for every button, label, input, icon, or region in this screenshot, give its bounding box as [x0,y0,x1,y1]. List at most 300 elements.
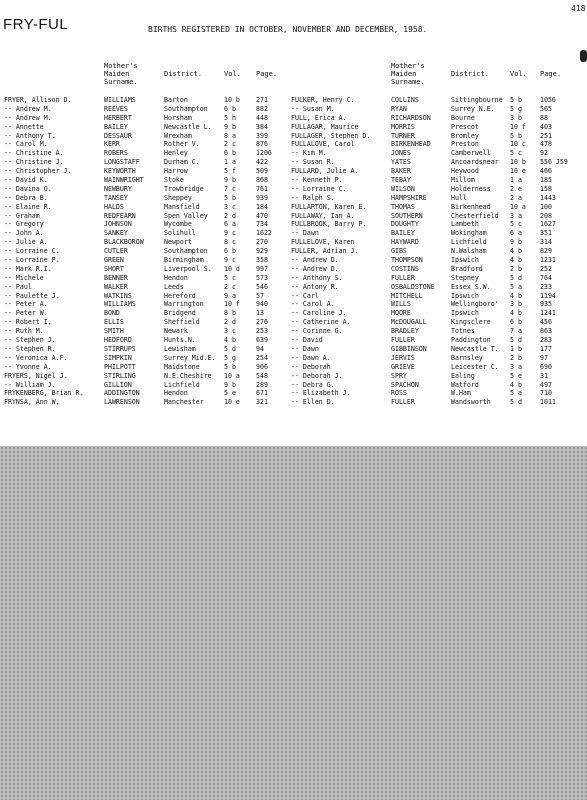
mother-maiden-name: SPACHON [391,380,419,389]
volume: 5 g [224,353,236,362]
district: Lewisham [164,344,196,353]
child-name: -- Julie A. [4,238,48,247]
mother-maiden-name: BENNER [104,273,128,282]
page-ref: 671 [256,389,268,398]
volume: 4 b [224,336,236,345]
child-name: FULL, Erica A. [291,113,347,122]
volume: 3 b [510,300,522,309]
mother-maiden-name: OSBALDSTONE [391,282,435,291]
child-name: -- Elizabeth J. [291,389,351,398]
child-name: FULLER, Adrian J. [291,247,359,256]
register-entry [291,220,587,229]
page-ref: 94 [256,344,264,353]
district: Sheffield [164,318,200,327]
register-entry [4,185,288,194]
register-entry [291,167,587,176]
volume: 6 b [224,149,236,158]
child-name: FULLAGAR, Maurice [291,122,359,131]
child-name: -- Stephen J. [4,336,56,345]
district: Wandsworth [451,398,491,407]
page-ref: 573 [256,273,268,282]
register-entry [291,132,587,141]
page-ref: 1194 [540,291,556,300]
volume: 3 a [510,211,522,220]
volume: 7 c [224,184,236,193]
mother-maiden-name: LONGSTAFF [104,158,140,167]
child-name: FULLARTON, Karen E. [291,202,367,211]
mother-maiden-name: STIRRUPS [104,344,136,353]
district: Stoke [164,176,184,185]
mother-maiden-name: DOUGHTY [391,220,419,229]
child-name: -- Lorraine P. [4,256,60,265]
volume: 5 b [510,96,522,104]
volume: 10 b [224,96,240,104]
register-entry [291,309,587,318]
child-name: -- David [291,336,323,345]
mother-maiden-name: HAYWARD [391,238,419,247]
mother-maiden-name: WILLIAMS [104,300,136,309]
volume: 8 b [224,309,236,318]
volume: 4 b [510,380,522,389]
district: Newcastle L. [164,122,212,131]
page-ref: 57 [256,291,264,300]
district: Henley [164,149,188,158]
volume: 3 c [224,202,236,211]
register-entry [4,212,288,221]
child-name: -- Christopher J. [4,167,72,176]
volume: 5 d [510,336,522,345]
page-ref: 158 [540,184,552,193]
volume: 4 b [510,291,522,300]
left-column-header [4,56,288,100]
page-ref: 997 [256,264,268,273]
register-entry [291,229,587,238]
volume: 5 a [510,389,522,398]
register-entry [4,247,288,256]
child-name: -- John A. [4,229,44,238]
mother-maiden-name: WALKER [104,282,128,291]
page-ref: 690 [540,362,552,371]
child-name: -- Deborah J. [291,371,343,380]
child-name: -- Carol M. [4,140,48,149]
district: Ealing [451,371,475,380]
district: Leicester C. [451,362,499,371]
child-name: -- Veronica A.F. [4,353,68,362]
mother-maiden-name: TANSEY [104,193,128,202]
mother-maiden-name: MITCHELL [391,291,423,300]
volume: 4 b [510,256,522,265]
child-name: FRYER, Allison D. [4,96,72,104]
mother-maiden-name: LAWRENSON [104,398,140,407]
child-name: -- Annette [4,122,44,131]
register-entry [291,354,587,363]
volume: 3 b [510,113,522,122]
page-ref: 185 [540,176,552,185]
page-ref: 456 [540,318,552,327]
volume: 10 f [224,300,240,309]
volume: 6 a [224,220,236,229]
child-name: -- Paulette J. [4,291,60,300]
mother-maiden-name: PHILPOTT [104,362,136,371]
page-ref: 509 [256,167,268,176]
district: Lambeth [451,220,479,229]
page-header: Page. [256,70,278,78]
district: Stepney [451,273,479,282]
mother-maiden-name: DESSAUR [104,131,132,140]
mother-maiden-name: BOND [104,309,120,318]
register-entry [4,327,288,336]
volume: 6 b [510,318,522,327]
district: Prescot [451,122,479,131]
mother-maiden-name: WILLIAMS [104,96,136,104]
register-entry [291,398,587,407]
mother-maiden-name: CUTLER [104,247,128,256]
mother-maiden-name: SHORT [104,264,124,273]
mother-maiden-name: SANKEY [104,229,128,238]
page-ref: 399 [256,131,268,140]
district: Solihull [164,229,196,238]
mother-maiden-name: ELLIS [104,318,124,327]
child-name: FULLAWAY, Ian A. [291,211,355,220]
child-name: -- Susan R. [291,158,335,167]
district: Bourne [451,113,475,122]
mother-maiden-name: REDFEARN [104,211,136,220]
register-entry [4,336,288,345]
page-ref: 546 [256,282,268,291]
register-entry [4,229,288,238]
register-entry [291,247,587,256]
page-ref: 639 [256,336,268,345]
page-ref: 764 [540,273,552,282]
child-name: -- Stephen R. [4,344,56,353]
district: Kingsclere [451,318,491,327]
page-ref: 270 [256,238,268,247]
child-name: -- Ruth M. [4,327,44,336]
child-name: -- Anthony S. [291,273,343,282]
volume: 8 c [224,238,236,247]
page-ref: 906 [256,362,268,371]
child-name: -- Ralph S. [291,193,335,202]
district: Sheppey [164,193,192,202]
volume: 5 e [224,389,236,398]
district: Paddington [451,336,491,345]
district: Manchester [164,398,204,407]
page-ref: 351 [540,229,552,238]
page-ref: 1241 [540,309,556,318]
register-entry [4,167,288,176]
register-entry [291,336,587,345]
page-header: Page. [540,70,562,78]
volume: 5 d [224,344,236,353]
mother-maiden-name: FULLER [391,273,415,282]
mother-maiden-name: SPRY [391,371,407,380]
register-entry [4,158,288,167]
volume: 10 e [510,167,526,176]
mother-maiden-name: HALDS [104,202,124,211]
mother-maiden-name: REEVES [104,104,128,113]
child-name: FULLELOVE, Karen [291,238,355,247]
volume: 5 a [510,282,522,291]
register-entry [291,194,587,203]
mother-maiden-name: BAILEY [104,122,128,131]
child-name: -- Michele [4,273,44,282]
child-name: -- Robert I. [4,318,52,327]
register-entry [4,309,288,318]
mother-maiden-name: WATKINS [104,291,132,300]
register-entry [4,220,288,229]
volume: 2 a [510,193,522,202]
mother-maiden-name: MORRIS [391,122,415,131]
page-ref: 882 [256,104,268,113]
child-name: -- Andrew D. [291,256,339,265]
district: Mansfield [164,202,200,211]
child-name: -- Peter W. [4,309,48,318]
district: Trowbridge [164,184,204,193]
volume: 10 a [510,202,526,211]
register-entry [291,238,587,247]
district: Horsham [164,113,192,122]
child-name: -- William J. [4,380,56,389]
page-ref: 497 [540,380,552,389]
register-entry [291,256,587,265]
mother-maiden-name: GRIEVE [391,362,415,371]
district: Barton [164,96,188,104]
child-name: FRYERS, Nigel J. [4,371,68,380]
district: Southampton [164,247,208,256]
page-ref: 710 [540,389,552,398]
page-ref: 289 [256,380,268,389]
page-ref: 233 [540,282,552,291]
mother-maiden-name: KERR [104,140,120,149]
page-ref: 271 [256,96,268,104]
district: Sittingbourne [451,96,503,104]
volume: 10 e [224,398,240,407]
volume: 5 b [510,131,522,140]
page-ref: 1443 [540,193,556,202]
mother-maiden-name: COLLINS [391,96,419,104]
district: Totnes [451,327,475,336]
left-entries [4,96,288,407]
volume: 10 c [510,140,526,149]
mother-maiden-name: WAINWRIGHT [104,176,144,185]
district: W.Ham [451,389,471,398]
mother-maiden-name: GREEN [104,256,124,265]
register-entry [4,194,288,203]
volume: 5 b [224,193,236,202]
mother-maiden-name: BIRKENHEAD [391,140,431,149]
register-entry [291,372,587,381]
page-ref: 548 [256,371,268,380]
district: Watford [451,380,479,389]
district: Ipswich [451,309,479,318]
mother-maiden-name: JOHNSON [104,220,132,229]
district: Hereford [164,291,196,300]
page-ref: 935 [540,300,552,309]
district: Barnsley [451,353,483,362]
child-name: -- Kim M. [291,149,327,158]
volume: 9 c [224,256,236,265]
page-ref: 556 J59 [540,158,568,167]
page-ref: 1622 [256,229,272,238]
child-name: FRYNSA, Ann W. [4,398,60,407]
mother-maiden-name: ADDINGTON [104,389,140,398]
volume: 4 b [510,247,522,256]
child-name: FRYKENBERG, Brian R. [4,389,84,398]
page-ref: 100 [540,202,552,211]
child-name: -- Debra G. [291,380,335,389]
register-entry [291,363,587,372]
volume: 10 f [510,122,526,131]
page-ref: 314 [540,238,552,247]
page-ref: 466 [540,167,552,176]
page-ref: 384 [256,122,268,131]
register-entry [291,105,587,114]
page-ref: 184 [256,202,268,211]
district: Rother V. [164,140,200,149]
register-entry [291,300,587,309]
child-name: -- Andrew D. [291,264,339,273]
child-name: -- Elaine R. [4,202,52,211]
register-entry [291,389,587,398]
mother-maiden-name: THOMAS [391,202,415,211]
mother-maiden-name: SMITH [104,327,124,336]
page-range-title: FRY-FUL [3,16,69,33]
district: Surrey N.E. [451,104,495,113]
child-name: -- Carl [291,291,319,300]
mother-maiden-name: BLACKBOROW [104,238,144,247]
page-ref: 177 [540,344,552,353]
volume: 5 c [510,220,522,229]
district: Bradford [451,264,483,273]
child-name: -- David K. [4,176,48,185]
register-entry [4,203,288,212]
page-ref: 1056 [540,96,556,104]
district: Bridgend [164,309,196,318]
volume: 9 b [224,176,236,185]
volume: 10 b [510,158,526,167]
page-ref: 565 [540,104,552,113]
page-ref: 1627 [540,220,556,229]
child-name: -- Antony R. [291,282,339,291]
district: Newark [164,327,188,336]
district: Wokingham [451,229,487,238]
district: Lichfield [164,380,200,389]
register-entry [291,149,587,158]
volume: 2 b [510,353,522,362]
volume: 3 a [510,362,522,371]
volume: 5 c [510,149,522,158]
child-name: -- Peter A. [4,300,48,309]
register-entry [4,292,288,301]
district: Hull [451,193,467,202]
volume: 7 a [510,327,522,336]
volume: 6 b [224,247,236,256]
mother-maiden-name: HAMPSHIRE [391,193,427,202]
page-ref: 1011 [540,398,556,407]
register-heading: BIRTHS REGISTERED IN OCTOBER, NOVEMBER AND DECEMBER, 1958. [148,25,428,34]
page-ref: 1206 [256,149,272,158]
child-name: -- Paul [4,282,32,291]
register-entry [291,345,587,354]
district: Millom [451,176,475,185]
child-name: -- Mark R.I. [4,264,52,273]
register-entry [291,212,587,221]
child-name: -- Anthony T. [4,131,56,140]
register-entry [4,283,288,292]
volume: 1 a [510,176,522,185]
page-ref: 1231 [540,256,556,265]
vol-header: Vol. [224,70,241,78]
district: Surrey Mid.E. [164,353,216,362]
volume: 4 b [510,309,522,318]
child-name: -- Dawn [291,344,319,353]
volume: 5 c [224,273,236,282]
volume: 9 b [224,380,236,389]
register-entry [291,265,587,274]
mother-maiden-name: WILLS [391,300,411,309]
district: Newport [164,238,192,247]
page-ref: 321 [256,398,268,407]
mother-maiden-name: SIMPKIN [104,353,132,362]
volume: 3 c [224,327,236,336]
mother-maiden-name: KEYWORTH [104,167,136,176]
district: Leeds [164,282,184,291]
page-ref: 13 [256,309,264,318]
page-ref: 876 [256,140,268,149]
page-ref: 253 [256,327,268,336]
page-ref: 276 [256,318,268,327]
mother-maiden-name: THOMPSON [391,256,423,265]
volume: 6 a [510,229,522,238]
register-entry [4,114,288,123]
register-entry [4,300,288,309]
register-entry [291,123,587,132]
volume: 5 h [224,113,236,122]
volume: 5 e [510,371,522,380]
page-ref: 403 [540,122,552,131]
volume: 1 b [510,344,522,353]
child-name: -- Dawn [291,229,319,238]
register-entry [4,381,288,390]
page-ref: 929 [256,247,268,256]
page-ref: 422 [256,158,268,167]
child-name: -- Christine A. [4,149,64,158]
mother-maiden-name: ROBERS [104,149,128,158]
district: Wycombe [164,220,192,229]
page-ref: 761 [256,184,268,193]
mother-maiden-name: HERBERT [104,113,132,122]
child-name: -- Gregory [4,220,44,229]
district: Birkenhead [451,202,491,211]
district: Preston [451,140,479,149]
page-ref: 448 [256,113,268,122]
register-entry [4,274,288,283]
volume: 9 c [224,229,236,238]
volume: 9 a [224,291,236,300]
district: Ipswich [451,291,479,300]
volume: 9 b [510,238,522,247]
child-name: -- Carol A. [291,300,335,309]
mother-maiden-name: McDOUGALL [391,318,427,327]
volume: 6 b [224,104,236,113]
volume: 5 f [224,167,236,176]
register-entry [291,318,587,327]
volume: 10 d [224,264,240,273]
district: Chesterfield [451,211,499,220]
page-ref: 358 [256,256,268,265]
volume: 5 b [224,362,236,371]
mother-maiden-name: NEWBURY [104,184,132,193]
